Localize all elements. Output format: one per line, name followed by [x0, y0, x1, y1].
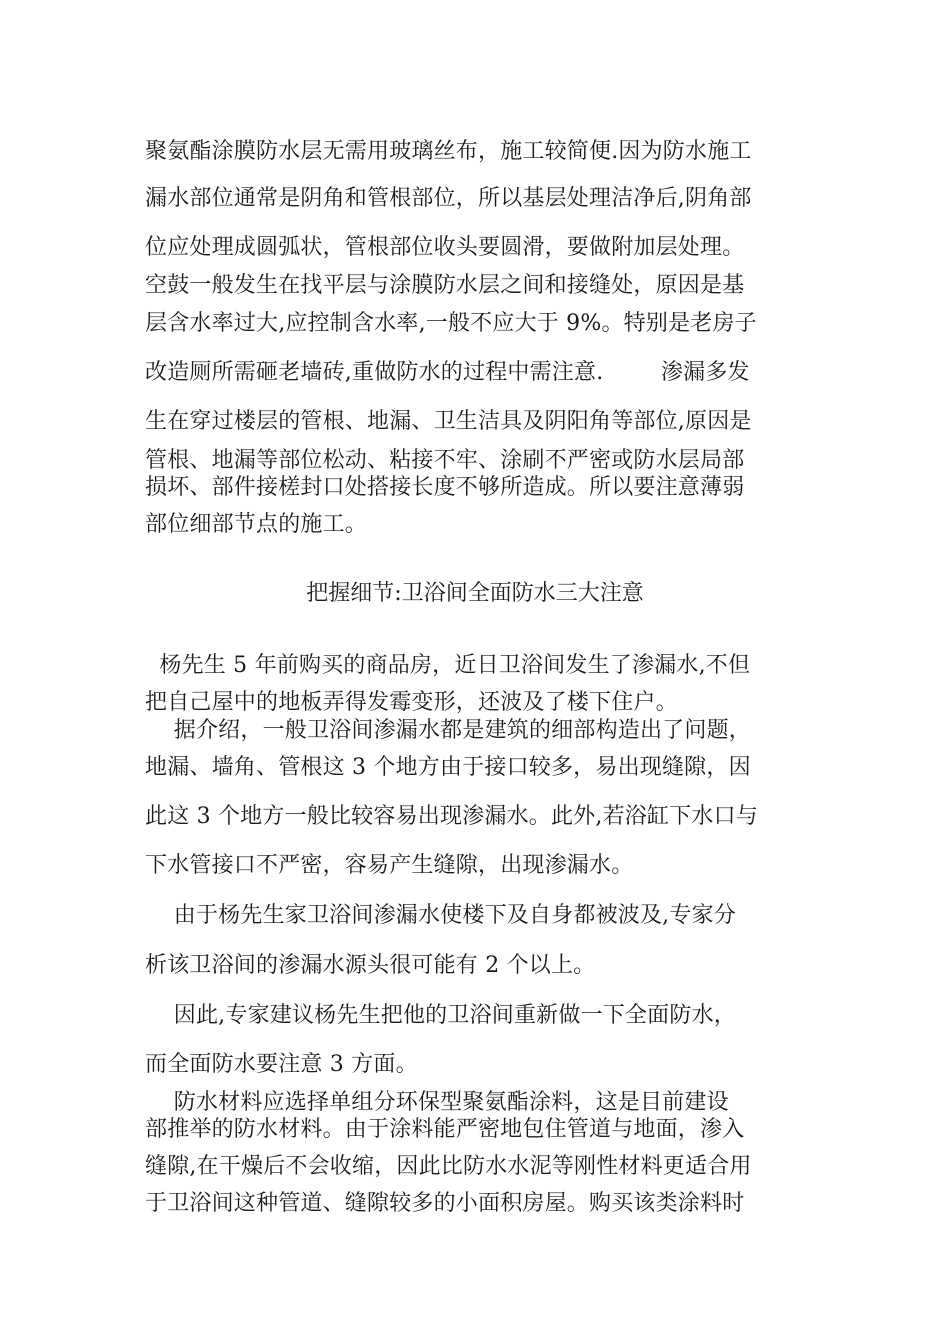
paragraph-line: 据介绍，一般卫浴间渗漏水都是建筑的细部构造出了问题，: [145, 718, 751, 743]
paragraph-line: 于卫浴间这种管道、缝隙较多的小面积房屋。购买该类涂料时: [145, 1191, 745, 1216]
paragraph-line: 而全面防水要注意 3 方面。: [145, 1052, 418, 1077]
paragraph-line: 把自己屋中的地板弄得发霉变形，还波及了楼下住户。: [145, 690, 678, 715]
paragraph-line: 漏水部位通常是阴角和管根部位，所以基层处理洁净后,阴角部: [145, 186, 752, 211]
paragraph-line: 改造厕所需砸老墙砖,重做防水的过程中需注意. 渗漏多发: [145, 360, 750, 385]
paragraph-line: 管根、地漏等部位松动、粘接不牢、涂刷不严密或防水层局部: [145, 448, 745, 473]
paragraph-line: 生在穿过楼层的管根、地漏、卫生洁具及阴阳角等部位,原因是: [145, 409, 752, 434]
paragraph-line: 聚氨酯涂膜防水层无需用玻璃丝布，施工较简便.因为防水施工: [145, 139, 752, 164]
paragraph-line: 缝隙,在干燥后不会收缩，因此比防水水泥等刚性材料更适合用: [145, 1154, 752, 1179]
paragraph-line: 部位细部节点的施工。: [145, 512, 368, 537]
section-heading: 把握细节:卫浴间全面防水三大注意: [306, 581, 644, 606]
paragraph-line: 下水管接口不严密，容易产生缝隙，出现渗漏水。: [145, 853, 634, 878]
paragraph-line: 防水材料应选择单组分环保型聚氨酯涂料，这是目前建设: [145, 1090, 729, 1115]
paragraph-line: 层含水率过大,应控制含水率,一般不应大于 9%。特别是老房子: [145, 311, 757, 336]
paragraph-line: 地漏、墙角、管根这 3 个地方由于接口较多，易出现缝隙，因: [145, 755, 751, 780]
paragraph-line: 部推举的防水材料。由于涂料能严密地包住管道与地面，渗入: [145, 1117, 745, 1142]
paragraph-line: 空鼓一般发生在找平层与涂膜防水层之间和接缝处，原因是基: [145, 273, 745, 298]
paragraph-line: 损坏、部件接槎封口处搭接长度不够所造成。所以要注意薄弱: [145, 475, 745, 500]
paragraph-line: 杨先生 5 年前购买的商品房，近日卫浴间发生了渗漏水,不但: [145, 653, 751, 678]
paragraph-line: 析该卫浴间的渗漏水源头很可能有 2 个以上。: [145, 953, 596, 978]
paragraph-line: 由于杨先生家卫浴间渗漏水使楼下及自身都被波及,专家分: [145, 903, 736, 928]
paragraph-line: 因此,专家建议杨先生把他的卫浴间重新做一下全面防水，: [145, 1003, 736, 1028]
paragraph-line: 此这 3 个地方一般比较容易出现渗漏水。此外,若浴缸下水口与: [145, 804, 758, 829]
paragraph-line: 位应处理成圆弧状，管根部位收头要圆滑，要做附加层处理。: [145, 235, 745, 260]
